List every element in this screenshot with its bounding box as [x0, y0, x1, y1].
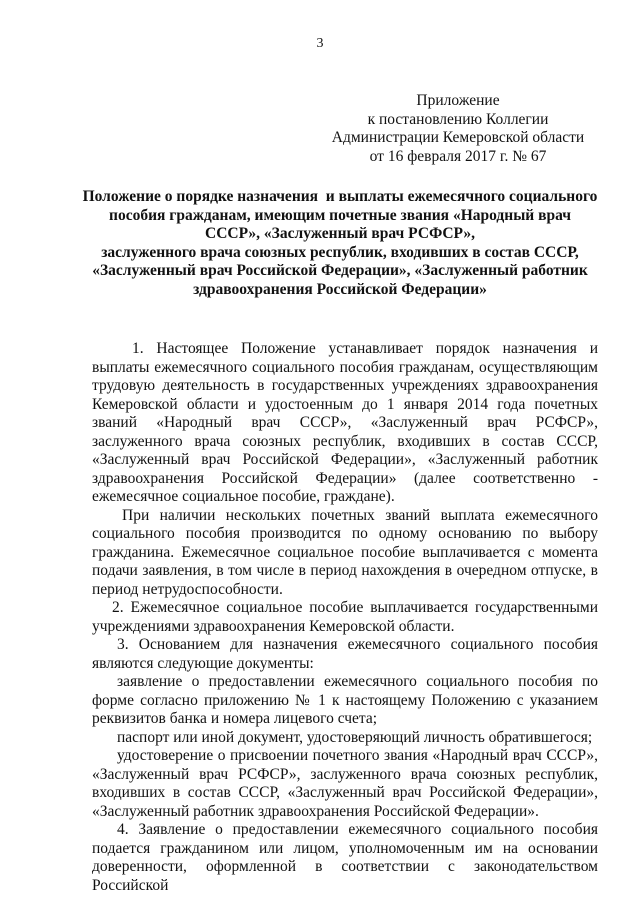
title-line-5: «Заслуженный врач Российской Федерации», «Заслуженный работник [92, 262, 588, 280]
paragraph-7: удостоверение о присвоении почетного звания «Народный врач СССР», «Заслуженный врач РСФСР», заслуженного врача союзных республик, входивших в состав СССР, «Заслуженный врач Российской Федерации», «Заслуженный работник здравоохранения Российской Федерации». [92, 747, 598, 820]
appendix-header [308, 92, 608, 166]
paragraph-8: 4. Заявление о предоставлении ежемесячного социального пособия подается гражданином или лицом, уполномоченным им на основании доверенности, оформленной в соответствии с законодательством Российской [92, 821, 598, 894]
paragraph-4: 3. Основанием для назначения ежемесячного социального пособия являются следующие документы: [92, 636, 598, 672]
document-title [60, 188, 620, 300]
paragraph-6: паспорт или иной документ, удостоверяющий личность обратившегося; [117, 728, 593, 746]
title-line-1: Положение о порядке назначения и выплаты ежемесячного социального [82, 188, 598, 205]
paragraph-3: 2. Ежемесячное социальное пособие выплачивается государственными учреждениями здравоохранения Кемеровской области. [92, 599, 598, 635]
appendix-line-3: Администрации Кемеровской области [331, 129, 585, 146]
title-line-2: пособия гражданам, имеющим почетные звания «Народный врач [109, 206, 571, 224]
title-line-3: СССР», «Заслуженный врач РСФСР», [205, 225, 475, 243]
page-number: 3 [316, 36, 324, 51]
paragraph-5: заявление о предоставлении ежемесячного социального пособия по форме согласно приложению № 1 к настоящему Положению с указанием реквизитов банка и номера лицевого счета; [92, 673, 598, 727]
appendix-line-1: Приложение [416, 92, 500, 109]
title-line-6: здравоохранения Российской Федерации» [193, 280, 487, 298]
appendix-line-2: к постановлению Коллегии [367, 110, 549, 128]
paragraph-2: При наличии нескольких почетных званий выплата ежемесячного социального пособия производится по одному основанию по выбору гражданина. Ежемесячное социальное пособие выплачивается с момента подачи заявления, в том числе в период нахождения в очередном отпуске, в период нетрудоспособности. [92, 506, 598, 598]
paragraph-1: 1. Настоящее Положение устанавливает порядок назначения и выплаты ежемесячного социального пособия гражданам, осуществляющим трудовую деятельность в государственных учреждениях здравоохранения Кемеровской области и удостоенным до 1 января 2014 года почетных званий «Народный врач СССР», «Заслуженный врач РСФСР», заслуженного врача союзных республик, входивших в состав СССР, «Заслуженный врач Российской Федерации», «Заслуженный работник здравоохранения Российской Федерации» (далее соответственно - ежемесячное социальное пособие, граждане). [92, 340, 598, 505]
document-body [92, 340, 598, 895]
appendix-line-4: от 16 февраля 2017 г. № 67 [369, 147, 547, 165]
title-line-4: заслуженного врача союзных республик, входивших в состав СССР, [101, 243, 579, 261]
